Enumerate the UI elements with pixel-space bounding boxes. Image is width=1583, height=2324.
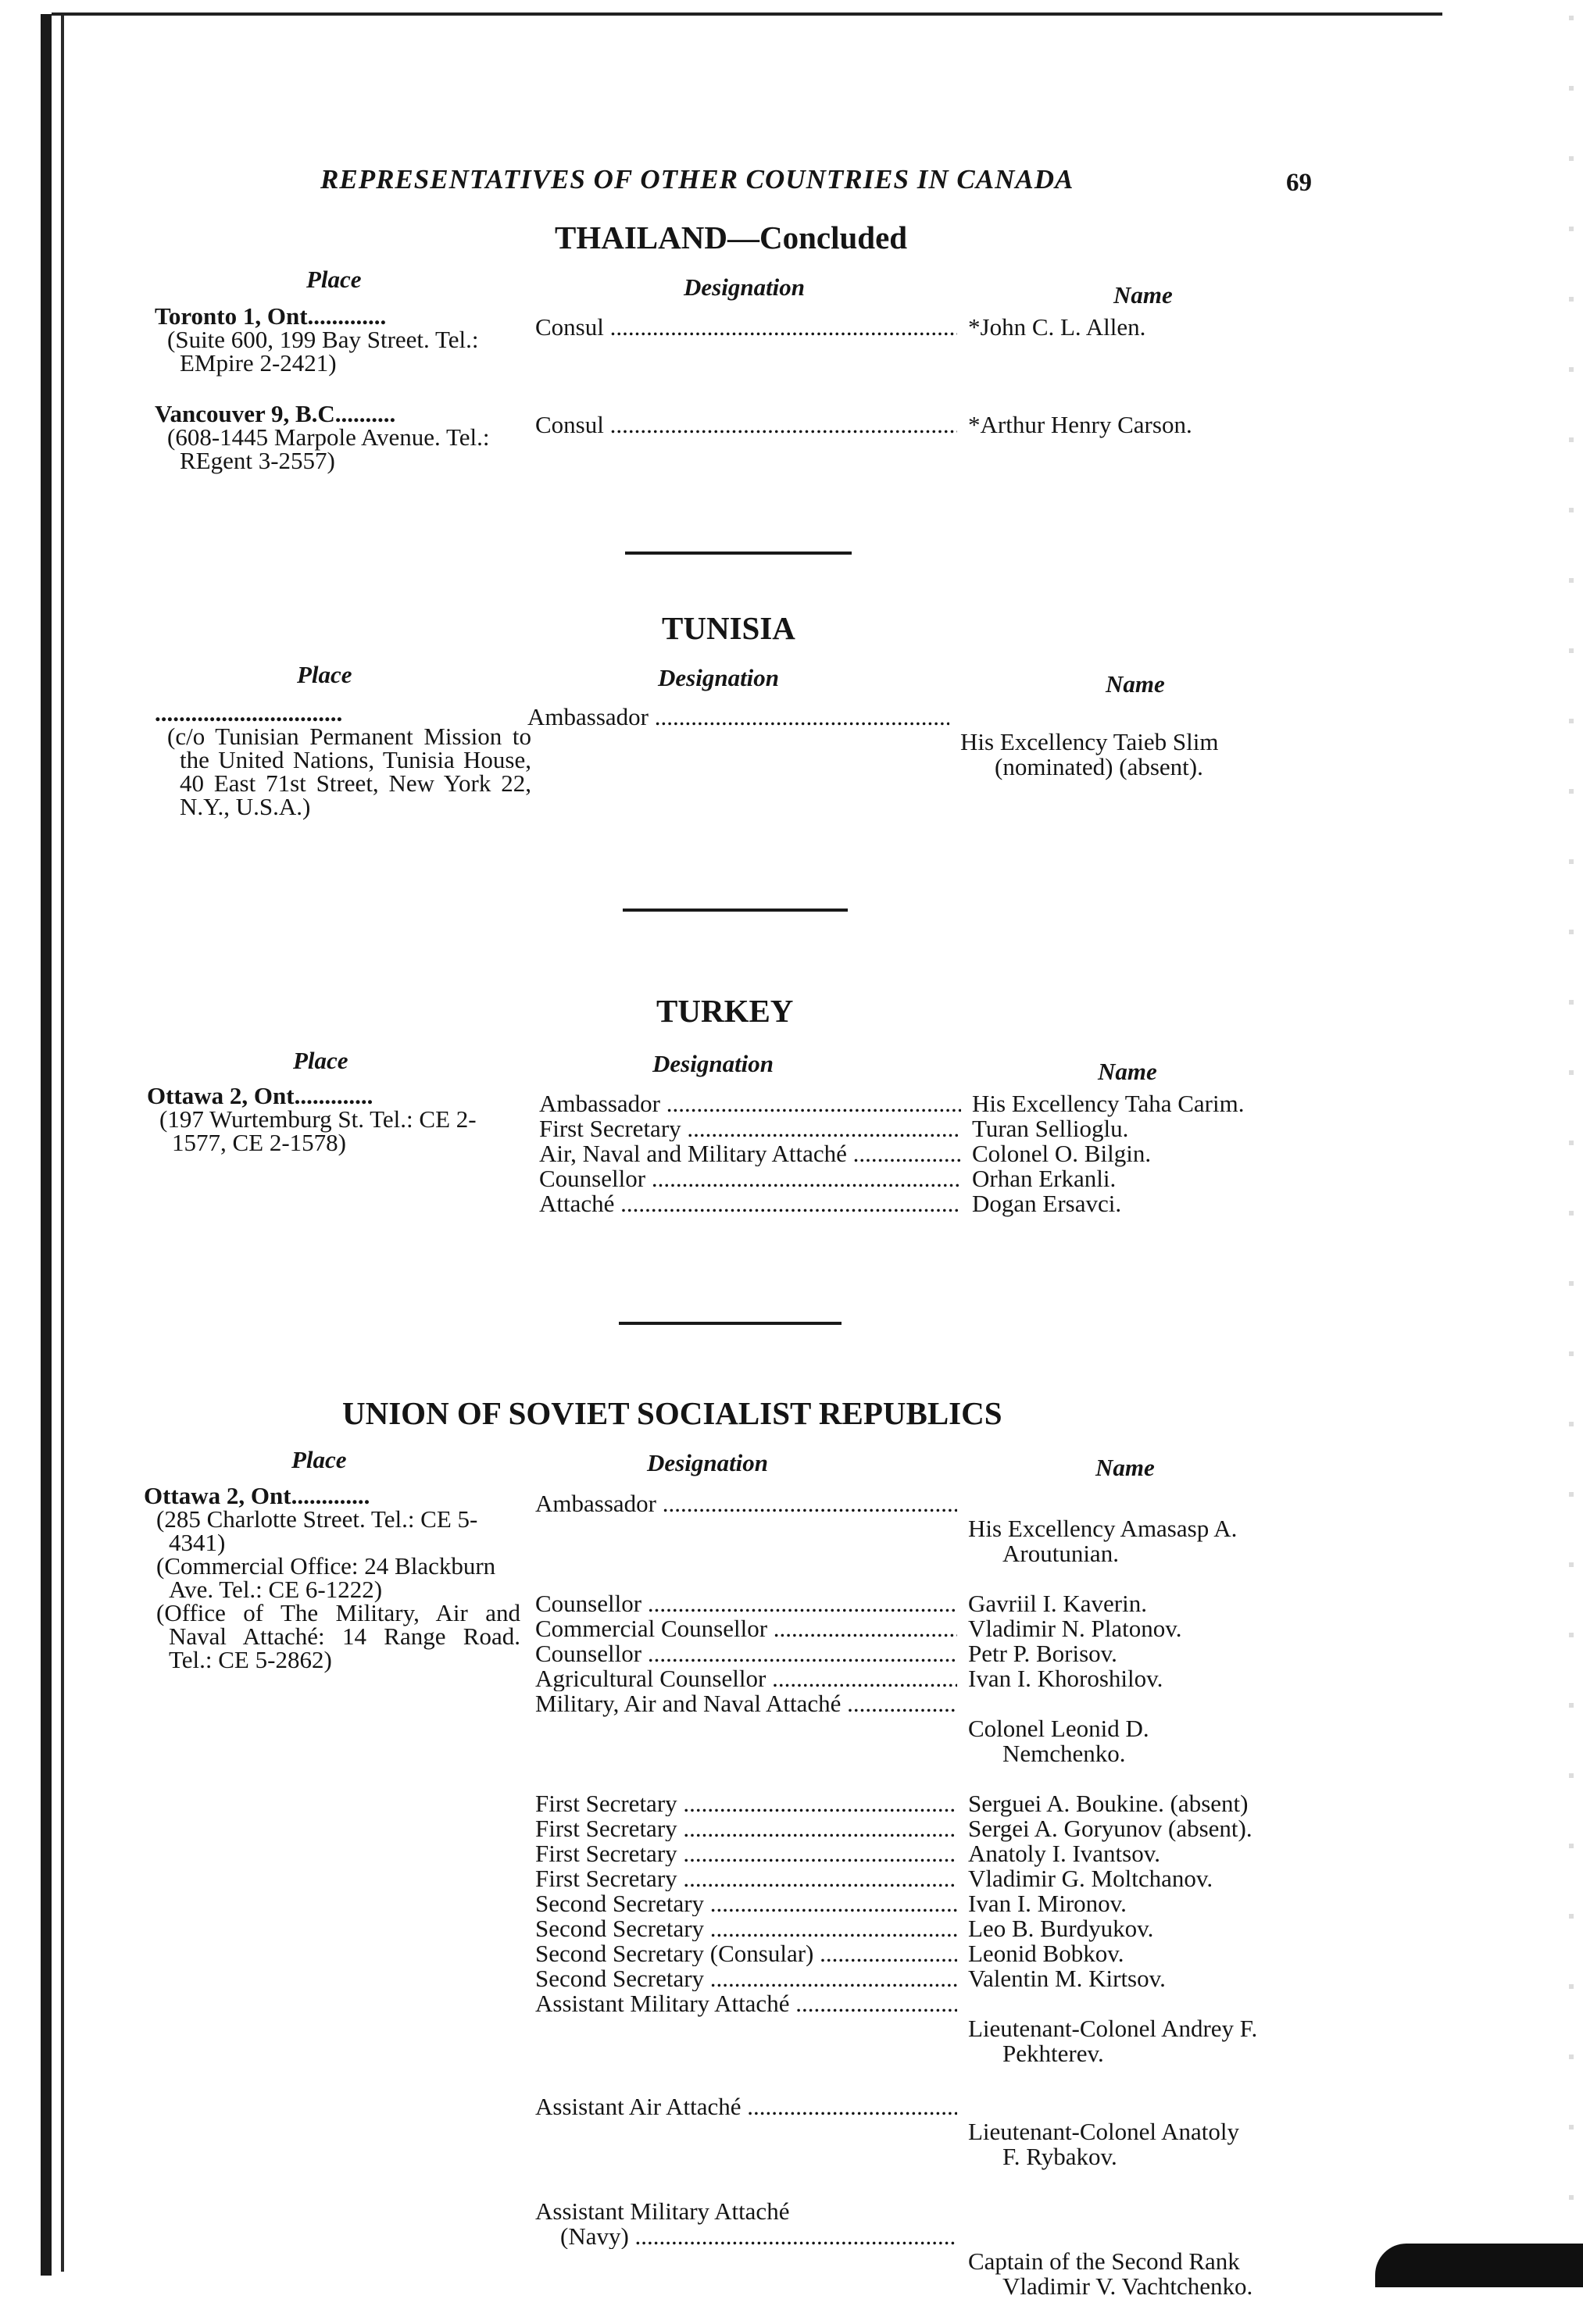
designation: First Secretary ..... xyxy=(535,1791,957,1816)
person-name-line: Colonel Leonid D. xyxy=(968,1715,1149,1742)
designation: Ambassador ..... xyxy=(535,1491,957,1591)
list-item xyxy=(535,1941,1363,1966)
column-head-place: Place xyxy=(306,266,362,293)
column-head-designation: Designation xyxy=(647,1449,769,1476)
person-name: Valentin M. Kirtsov. xyxy=(968,1965,1166,1992)
list-item xyxy=(535,1691,1363,1791)
designation: Agricultural Counsellor ..... xyxy=(535,1666,957,1691)
designation: First Secretary ..... xyxy=(539,1116,961,1141)
entry-list xyxy=(535,1491,1363,2324)
person-name: Dogan Ersavci. xyxy=(972,1190,1122,1217)
scan-edge-right xyxy=(1569,16,1574,2203)
person-name: *John C. L. Allen. xyxy=(968,313,1146,341)
designation: Counsellor ..... xyxy=(535,1641,957,1666)
person-name: *Arthur Henry Carson. xyxy=(968,411,1192,438)
person-name-line: Captain of the Second Rank xyxy=(968,2247,1240,2275)
person-name-continued: F. Rybakov. xyxy=(1002,2143,1117,2170)
section-title: TURKEY xyxy=(656,993,794,1029)
person-name: Orhan Erkanli. xyxy=(972,1165,1117,1192)
designation-continued: (Navy) ..... xyxy=(535,2224,957,2249)
running-head: REPRESENTATIVES OF OTHER COUNTRIES IN CANADA xyxy=(320,164,1074,195)
person-name xyxy=(957,2199,1363,2324)
designation: Attaché ..... xyxy=(539,1191,961,1216)
scan-edge-left-inner xyxy=(61,14,64,2272)
designation: Military, Air and Naval Attaché ..... xyxy=(535,1691,957,1791)
person-name: Sergei A. Goryunov (absent). xyxy=(968,1815,1252,1842)
column-head-place: Place xyxy=(291,1446,347,1473)
person-name: Vladimir N. Platonov. xyxy=(968,1615,1182,1642)
person-name xyxy=(949,705,1356,805)
list-item xyxy=(535,1916,1363,1941)
list-item xyxy=(539,1116,1367,1141)
section-title: THAILAND—Concluded xyxy=(555,220,908,255)
entry-list xyxy=(535,315,1363,340)
section-turkey xyxy=(141,992,1344,1250)
section-divider xyxy=(619,1322,842,1325)
list-item xyxy=(535,1891,1363,1916)
place-address: (Office of The Military, Air and Naval Attaché: 14 Range Road. Tel.: CE 5-2862) xyxy=(156,1599,520,1673)
column-head-name: Name xyxy=(1098,1058,1157,1085)
person-name: Ivan I. Mironov. xyxy=(968,1890,1127,1917)
designation: Consul ..... xyxy=(535,315,957,340)
place-address: (285 Charlotte Street. Tel.: CE 5-4341) xyxy=(156,1505,478,1556)
column-head-designation: Designation xyxy=(658,664,780,691)
designation: Ambassador ..... xyxy=(539,1091,961,1116)
designation: Ambassador ..... xyxy=(527,705,949,805)
person-name-line: His Excellency Taieb Slim xyxy=(960,728,1219,755)
person-name: Leo B. Burdyukov. xyxy=(968,1915,1154,1942)
person-name: His Excellency Taha Carim. xyxy=(972,1090,1245,1117)
designation: First Secretary ..... xyxy=(535,1866,957,1891)
column-head-place: Place xyxy=(297,661,352,688)
section-title: TUNISIA xyxy=(662,610,795,646)
list-item xyxy=(539,1141,1367,1166)
person-name: Petr P. Borisov. xyxy=(968,1640,1117,1667)
section-thailand xyxy=(141,219,1344,508)
place-entry xyxy=(147,1084,538,1155)
designation: First Secretary ..... xyxy=(535,1841,957,1866)
entry-list xyxy=(527,705,1356,805)
list-item xyxy=(535,1591,1363,1616)
place-address: (Suite 600, 199 Bay Street. Tel.: EMpire 2-2421) xyxy=(167,326,479,377)
designation-line: Assistant Military Attaché xyxy=(535,2199,790,2225)
list-item xyxy=(535,1791,1363,1816)
list-item xyxy=(535,1666,1363,1691)
person-name xyxy=(957,1491,1363,1591)
place-entry xyxy=(144,1484,534,1672)
person-name xyxy=(957,1991,1363,2091)
person-name: Turan Sellioglu. xyxy=(972,1115,1129,1142)
column-head-designation: Designation xyxy=(652,1050,774,1077)
place-main: ............................... xyxy=(155,699,343,726)
list-item xyxy=(527,705,1356,805)
place-address: (608-1445 Marpole Avenue. Tel.: REgent 3-2557) xyxy=(167,423,490,474)
designation: First Secretary ..... xyxy=(535,1816,957,1841)
person-name-line: His Excellency Amasasp A. xyxy=(968,1515,1238,1542)
list-item xyxy=(535,2199,1363,2324)
column-head-designation: Designation xyxy=(684,273,806,301)
section-tunisia xyxy=(141,609,1344,867)
section-title: UNION OF SOVIET SOCIALIST REPUBLICS xyxy=(342,1395,1002,1431)
designation: Assistant Air Attaché ..... xyxy=(535,2094,957,2194)
column-head-name: Name xyxy=(1113,281,1173,309)
person-name: Ivan I. Khoroshilov. xyxy=(968,1665,1163,1692)
list-item xyxy=(535,1491,1363,1591)
person-name: Serguei A. Boukine. (absent) xyxy=(968,1790,1249,1817)
place-main: Vancouver 9, B.C.......... xyxy=(155,400,396,427)
person-name-continued: Aroutunian. xyxy=(1002,1540,1119,1567)
entry-list xyxy=(535,412,1363,437)
column-head-name: Name xyxy=(1106,670,1165,698)
person-name: Anatoly I. Ivantsov. xyxy=(968,1840,1160,1867)
person-name: Leonid Bobkov. xyxy=(968,1940,1124,1967)
section-ussr xyxy=(141,1394,1344,2300)
designation: Second Secretary (Consular) ..... xyxy=(535,1941,957,1966)
person-name: Gavriil I. Kaverin. xyxy=(968,1590,1147,1617)
place-address: (197 Wurtemburg St. Tel.: CE 2-1577, CE 2-1578) xyxy=(159,1105,477,1156)
place-main: Ottawa 2, Ont............. xyxy=(144,1482,370,1509)
column-head-name: Name xyxy=(1095,1454,1155,1481)
person-name-continued: (nominated) (absent). xyxy=(995,753,1203,780)
person-name: Colonel O. Bilgin. xyxy=(972,1140,1152,1167)
scan-edge-bottom xyxy=(1375,2244,1583,2287)
list-item xyxy=(535,1966,1363,1991)
scan-edge-top xyxy=(52,12,1442,16)
person-name xyxy=(957,1691,1363,1791)
person-name-line: Lieutenant-Colonel Anatoly xyxy=(968,2118,1239,2145)
place-entry xyxy=(155,701,545,819)
list-item xyxy=(535,315,1363,340)
designation: Second Secretary ..... xyxy=(535,1891,957,1916)
place-address: (Commercial Office: 24 Blackburn Ave. Tel.: CE 6-1222) xyxy=(156,1552,496,1603)
list-item xyxy=(535,1841,1363,1866)
page-number: 69 xyxy=(1286,169,1312,197)
designation: Second Secretary ..... xyxy=(535,1966,957,1991)
list-item xyxy=(535,1991,1363,2091)
list-item xyxy=(535,2094,1363,2194)
designation: Second Secretary ..... xyxy=(535,1916,957,1941)
entry-list xyxy=(539,1091,1367,1216)
list-item xyxy=(535,1816,1363,1841)
list-item xyxy=(535,1616,1363,1641)
place-main: Ottawa 2, Ont............. xyxy=(147,1082,373,1109)
list-item xyxy=(539,1091,1367,1116)
scan-edge-left xyxy=(41,14,52,2276)
designation: Counsellor ..... xyxy=(535,1591,957,1616)
designation xyxy=(535,2199,957,2324)
list-item xyxy=(535,1641,1363,1666)
place-entry xyxy=(155,302,545,377)
designation: Air, Naval and Military Attaché ..... xyxy=(539,1141,961,1166)
designation: Consul ..... xyxy=(535,412,957,437)
list-item xyxy=(535,412,1363,437)
person-name-continued: Pekhterev. xyxy=(1002,2040,1104,2067)
person-name xyxy=(957,2094,1363,2194)
place-address: (c/o Tunisian Permanent Mission to the United Nations, Tunisia House, 40 East 71st Street, New York 22, N.Y., U.S.A.) xyxy=(167,723,531,820)
person-name-continued: Vladimir V. Vachtchenko. xyxy=(1002,2272,1253,2300)
person-name-continued: Nemchenko. xyxy=(1002,1740,1126,1767)
person-name-line: Lieutenant-Colonel Andrey F. xyxy=(968,2015,1258,2042)
designation: Assistant Military Attaché ..... xyxy=(535,1991,957,2091)
list-item xyxy=(539,1191,1367,1216)
list-item xyxy=(535,1866,1363,1891)
designation: Counsellor ..... xyxy=(539,1166,961,1191)
person-name: Vladimir G. Moltchanov. xyxy=(968,1865,1213,1892)
section-divider xyxy=(623,909,848,912)
place-entry xyxy=(155,402,545,473)
list-item xyxy=(539,1166,1367,1191)
column-head-place: Place xyxy=(293,1047,348,1074)
place-main: Toronto 1, Ont............. xyxy=(155,302,387,330)
designation: Commercial Counsellor ..... xyxy=(535,1616,957,1641)
section-divider xyxy=(625,552,852,555)
